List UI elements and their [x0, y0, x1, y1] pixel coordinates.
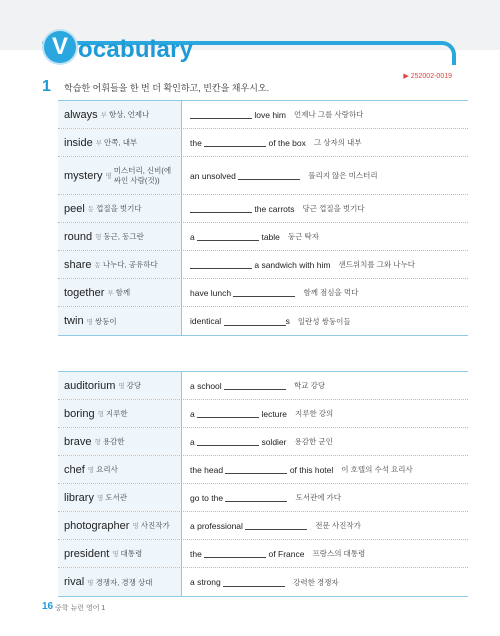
part-of-speech: 형: [94, 439, 101, 446]
answer-blank[interactable]: [224, 317, 286, 326]
word-cell: [58, 195, 182, 222]
table-row: [58, 456, 468, 484]
table-row: [58, 223, 468, 251]
table-row: [58, 372, 468, 400]
vocab-word: peel: [64, 202, 85, 215]
word-meaning: 미스터리, 신비(에 싸인 사람(것)): [113, 165, 172, 185]
korean-translation: 풀리지 않은 미스터리: [308, 171, 378, 180]
word-cell: [58, 307, 182, 335]
phrase-after: of the box: [266, 137, 306, 148]
answer-blank[interactable]: [204, 138, 266, 147]
table-row: [58, 568, 468, 596]
korean-translation: 샌드위치를 그와 나누다: [338, 260, 416, 269]
phrase-after: soldier: [259, 436, 287, 447]
phrase-before: have lunch: [190, 287, 234, 298]
code-text: 252002-0019: [410, 73, 452, 80]
question-instruction: 학습한 어휘들을 한 번 더 확인하고, 빈칸을 채우시오.: [64, 83, 270, 93]
vocab-word: president: [64, 547, 110, 560]
sentence-cell: [182, 251, 468, 278]
phrase-after: of France: [266, 548, 305, 559]
korean-translation: 프랑스의 대통령: [312, 549, 366, 558]
phrase-before: the: [190, 137, 205, 148]
word-cell: [58, 568, 182, 596]
word-cell: [58, 101, 182, 128]
word-cell: [58, 540, 182, 567]
part-of-speech: 형: [97, 411, 104, 418]
answer-blank[interactable]: [197, 232, 259, 241]
part-of-speech: 동: [87, 206, 95, 213]
word-meaning: 용감한: [102, 437, 125, 446]
table-row: [58, 101, 468, 129]
answer-blank[interactable]: [224, 381, 286, 390]
part-of-speech: 명: [96, 495, 104, 502]
answer-blank[interactable]: [225, 493, 287, 502]
word-cell: [58, 428, 182, 455]
vocab-word: brave: [64, 435, 92, 448]
table-row: [58, 195, 468, 223]
phrase-before: identical: [190, 316, 224, 326]
phrase-before: the: [190, 548, 205, 559]
vocab-word: share: [64, 258, 92, 271]
part-of-speech: 부: [107, 290, 114, 297]
phrase-before: go to the: [190, 492, 226, 503]
word-cell: [58, 223, 182, 250]
table-row: [58, 428, 468, 456]
word-meaning: 도서관: [105, 493, 127, 502]
sentence-cell: [182, 428, 468, 455]
word-cell: [58, 129, 182, 156]
sentence-cell: [182, 456, 468, 483]
answer-blank[interactable]: [197, 409, 259, 418]
korean-translation: 도서관에 가다: [295, 493, 342, 502]
question-number: 1: [42, 78, 51, 95]
word-meaning: 대통령: [120, 549, 143, 558]
table-row: [58, 484, 468, 512]
table-row: [58, 512, 468, 540]
phrase-after: s: [285, 316, 290, 326]
phrase-after: table: [259, 231, 280, 242]
word-meaning: 안쪽, 내부: [104, 138, 138, 147]
word-meaning: 항상, 언제나: [108, 110, 150, 119]
phrase-before: a professional: [190, 520, 246, 531]
sentence-cell: [182, 195, 468, 222]
vocab-word: mystery: [64, 169, 103, 182]
korean-translation: 둥근 탁자: [287, 232, 319, 241]
phrase-after: of this hotel: [287, 464, 334, 475]
word-meaning: 강당: [126, 381, 142, 390]
korean-translation: 지루한 강의: [294, 409, 334, 418]
question-code: [403, 72, 452, 80]
word-cell: [58, 372, 182, 399]
phrase-after: the carrots: [252, 203, 295, 214]
phrase-before: a: [190, 408, 198, 419]
vocab-word: auditorium: [64, 379, 116, 392]
phrase-after: lecture: [259, 408, 287, 419]
korean-translation: 함께 점심을 먹다: [303, 288, 359, 297]
code-marker-icon: ▶: [403, 73, 409, 80]
sentence-cell: [182, 484, 468, 511]
section-title: ocabulary: [78, 36, 194, 63]
part-of-speech: 부: [100, 112, 107, 119]
vocab-word: together: [64, 286, 105, 299]
part-of-speech: 명: [112, 551, 119, 558]
table-row: [58, 307, 468, 335]
phrase-before: a strong: [190, 577, 224, 587]
word-cell: [58, 251, 182, 278]
answer-blank[interactable]: [233, 288, 295, 297]
table-row: [58, 279, 468, 307]
table-row: [58, 129, 468, 157]
sentence-cell: [182, 540, 468, 567]
phrase-before: the head: [190, 464, 226, 475]
korean-translation: 이 호텔의 수석 요리사: [341, 465, 413, 474]
vocab-word: round: [64, 230, 93, 243]
answer-blank[interactable]: [190, 110, 252, 119]
part-of-speech: 명: [87, 579, 94, 587]
phrase-before: a: [190, 231, 198, 242]
korean-translation: 당근 껍질을 벗기다: [302, 204, 365, 213]
phrase-before: a school: [190, 380, 225, 391]
answer-blank[interactable]: [245, 521, 307, 530]
vocab-word: inside: [64, 136, 93, 149]
part-of-speech: 명: [118, 383, 125, 390]
vocab-word: boring: [64, 407, 95, 420]
sentence-cell: [182, 101, 468, 128]
vocabulary-logo-icon: V: [44, 31, 76, 63]
korean-translation: 언제나 그를 사랑하다: [294, 110, 364, 119]
part-of-speech: 명: [132, 523, 139, 530]
phrase-after: love him: [252, 109, 287, 120]
answer-blank[interactable]: [204, 549, 266, 558]
phrase-before: an unsolved: [190, 170, 239, 181]
word-meaning: 경쟁자, 경쟁 상대: [95, 577, 153, 587]
vocab-word: photographer: [64, 519, 130, 532]
vocab-word: twin: [64, 315, 84, 327]
table-row: [58, 400, 468, 428]
vocab-table-2: [58, 371, 468, 597]
part-of-speech: 부: [95, 140, 103, 147]
word-meaning: 함께: [115, 288, 131, 297]
sentence-cell: [182, 223, 468, 250]
table-row: [58, 540, 468, 568]
part-of-speech: 형: [95, 234, 102, 241]
word-meaning: 나누다, 공유하다: [102, 260, 158, 269]
sentence-cell: [182, 279, 468, 306]
word-meaning: 지루한: [105, 409, 128, 418]
vocab-word: rival: [64, 576, 85, 588]
answer-blank[interactable]: [197, 437, 259, 446]
word-meaning: 쌍둥이: [94, 316, 117, 326]
vocab-word: library: [64, 491, 94, 504]
table-row: [58, 251, 468, 279]
part-of-speech: 명: [86, 318, 93, 326]
part-of-speech: 명: [87, 467, 95, 474]
answer-blank[interactable]: [238, 171, 300, 180]
korean-translation: 일란성 쌍둥이들: [297, 316, 351, 326]
word-cell: [58, 456, 182, 483]
answer-blank[interactable]: [225, 465, 287, 474]
part-of-speech: 명: [105, 173, 112, 180]
korean-translation: 용감한 군인: [294, 437, 333, 446]
korean-translation: 전문 사진작가: [315, 521, 361, 530]
answer-blank[interactable]: [190, 204, 252, 213]
vocab-word: chef: [64, 463, 85, 476]
part-of-speech: 동: [94, 262, 101, 269]
phrase-before: a: [190, 436, 198, 447]
sentence-cell: [182, 400, 468, 427]
sentence-cell: [182, 568, 468, 596]
word-meaning: 둥근, 동그란: [103, 232, 144, 241]
word-meaning: 사진작가: [140, 521, 170, 530]
vocab-word: always: [64, 108, 98, 121]
korean-translation: 그 상자의 내부: [313, 138, 362, 147]
book-title: 중학 뉴런 영어 1: [55, 605, 106, 612]
answer-blank[interactable]: [190, 260, 252, 269]
word-cell: [58, 157, 182, 194]
word-cell: [58, 400, 182, 427]
page-number: 16: [42, 601, 54, 612]
sentence-cell: [182, 157, 468, 194]
phrase-after: a sandwich with him: [252, 259, 331, 270]
korean-translation: 학교 강당: [294, 381, 326, 390]
word-meaning: 껍질을 벗기다: [96, 204, 142, 213]
word-meaning: 요리사: [96, 465, 118, 474]
word-cell: [58, 279, 182, 306]
answer-blank[interactable]: [223, 578, 285, 587]
vocab-table-1: [58, 100, 468, 336]
word-cell: [58, 484, 182, 511]
sentence-cell: [182, 129, 468, 156]
table-row: [58, 157, 468, 195]
sentence-cell: [182, 307, 468, 335]
word-cell: [58, 512, 182, 539]
korean-translation: 강력한 경쟁자: [293, 577, 339, 587]
sentence-cell: [182, 512, 468, 539]
sentence-cell: [182, 372, 468, 399]
